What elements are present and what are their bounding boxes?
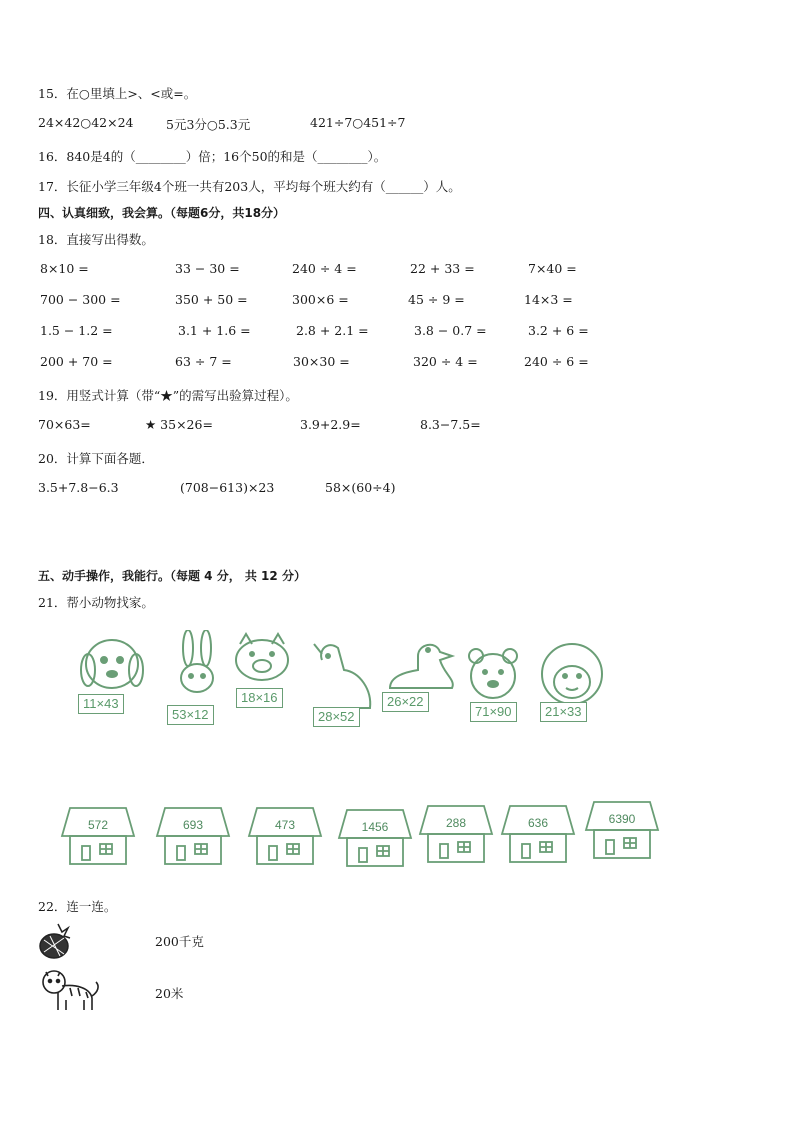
- q22-label: 20米: [155, 986, 184, 1001]
- q20-item: 3.5+7.8−6.3: [38, 480, 119, 495]
- q21-title: 21．帮小动物找家。: [38, 595, 154, 610]
- q18-cell: 200 + 70 =: [40, 354, 113, 369]
- house-icon: [60, 804, 136, 868]
- house-473: [247, 804, 323, 868]
- q18-cell: 30×30 =: [293, 354, 350, 369]
- house-icon: [584, 798, 660, 862]
- q19-title: 19．用竖式计算（带“★”的需写出验算过程）。: [38, 388, 298, 403]
- duck-icon: [390, 645, 453, 688]
- q18-cell: 45 ÷ 9 =: [408, 292, 465, 307]
- q15-item: 421÷7○451÷7: [310, 115, 406, 130]
- q18-cell: 240 ÷ 6 =: [524, 354, 589, 369]
- q15-item: 24×42○42×24: [38, 115, 134, 130]
- house-number: 6390: [608, 812, 636, 826]
- q18-cell: 240 ÷ 4 =: [292, 261, 357, 276]
- q18-cell: 3.1 + 1.6 =: [178, 323, 251, 338]
- house-icon: [155, 804, 231, 868]
- house-number: 473: [274, 818, 296, 832]
- q18-cell: 63 ÷ 7 =: [175, 354, 232, 369]
- animal-card-duck: 26×22: [382, 692, 429, 712]
- house-icon: [418, 802, 494, 866]
- q20-item: (708−613)×23: [180, 480, 275, 495]
- section-5-heading: 五、动手操作，我能行。（每题 4 分， 共 12 分）: [38, 569, 306, 583]
- q18-title: 18．直接写出得数。: [38, 232, 154, 247]
- q22-title: 22．连一连。: [38, 899, 117, 914]
- house-number: 572: [87, 818, 109, 832]
- q18-cell: 33 − 30 =: [175, 261, 240, 276]
- bear-icon: [469, 649, 517, 698]
- q20-title: 20．计算下面各题．: [38, 451, 154, 466]
- q16-text: 16．840是4的（________）倍；16个50的和是（________）。: [38, 149, 387, 164]
- house-number: 693: [182, 818, 204, 832]
- animals-illustration: [60, 630, 660, 740]
- q18-cell: 3.8 − 0.7 =: [414, 323, 487, 338]
- q18-cell: 320 ÷ 4 =: [413, 354, 478, 369]
- q22-label: 200千克: [155, 934, 204, 949]
- house-1456: [337, 806, 413, 870]
- animal-card-bear: 71×90: [470, 702, 517, 722]
- q19-item: 8.3−7.5=: [420, 417, 481, 432]
- house-693: [155, 804, 231, 868]
- rabbit-icon: [181, 630, 213, 692]
- house-icon: [337, 806, 413, 870]
- animal-card-dog: 11×43: [78, 694, 124, 714]
- q18-cell: 350 + 50 =: [175, 292, 248, 307]
- house-636: [500, 802, 576, 866]
- pineapple-icon: [36, 920, 76, 960]
- house-number: 1456: [361, 820, 389, 834]
- house-icon: [247, 804, 323, 868]
- house-number: 288: [445, 816, 467, 830]
- q20-item: 58×(60÷4): [325, 480, 396, 495]
- q18-cell: 3.2 + 6 =: [528, 323, 589, 338]
- monkey-icon: [542, 644, 602, 704]
- q18-cell: 14×3 =: [524, 292, 573, 307]
- pig-icon: [236, 634, 288, 680]
- q18-cell: 1.5 − 1.2 =: [40, 323, 113, 338]
- house-288: [418, 802, 494, 866]
- q18-cell: 2.8 + 2.1 =: [296, 323, 369, 338]
- animal-card-monkey: 21×33: [540, 702, 587, 722]
- q15-item: 5元3分○5.3元: [166, 117, 251, 132]
- q17-text: 17．长征小学三年级4个班一共有203人，平均每个班大约有（______）人。: [38, 179, 461, 194]
- animal-card-rabbit: 53×12: [167, 705, 214, 725]
- house-icon: [500, 802, 576, 866]
- q18-cell: 8×10 =: [40, 261, 89, 276]
- house-572: [60, 804, 136, 868]
- q19-item: ★ 35×26=: [145, 417, 213, 432]
- goat-icon: [314, 644, 370, 708]
- house-6390: [584, 798, 660, 862]
- q15-title: 15．在○里填上>、<或=。: [38, 86, 197, 101]
- section-4-heading: 四、认真细致，我会算。（每题6分，共18分）: [38, 206, 286, 220]
- q19-item: 3.9+2.9=: [300, 417, 361, 432]
- house-number: 636: [527, 816, 549, 830]
- animal-card-pig: 18×16: [236, 688, 283, 708]
- animal-card-goat: 28×52: [313, 707, 360, 727]
- q18-cell: 22 + 33 =: [410, 261, 475, 276]
- q18-cell: 300×6 =: [292, 292, 349, 307]
- q19-item: 70×63=: [38, 417, 91, 432]
- q18-cell: 7×40 =: [528, 261, 577, 276]
- tiger-icon: [36, 966, 102, 1016]
- q18-cell: 700 − 300 =: [40, 292, 121, 307]
- dog-icon: [81, 640, 143, 688]
